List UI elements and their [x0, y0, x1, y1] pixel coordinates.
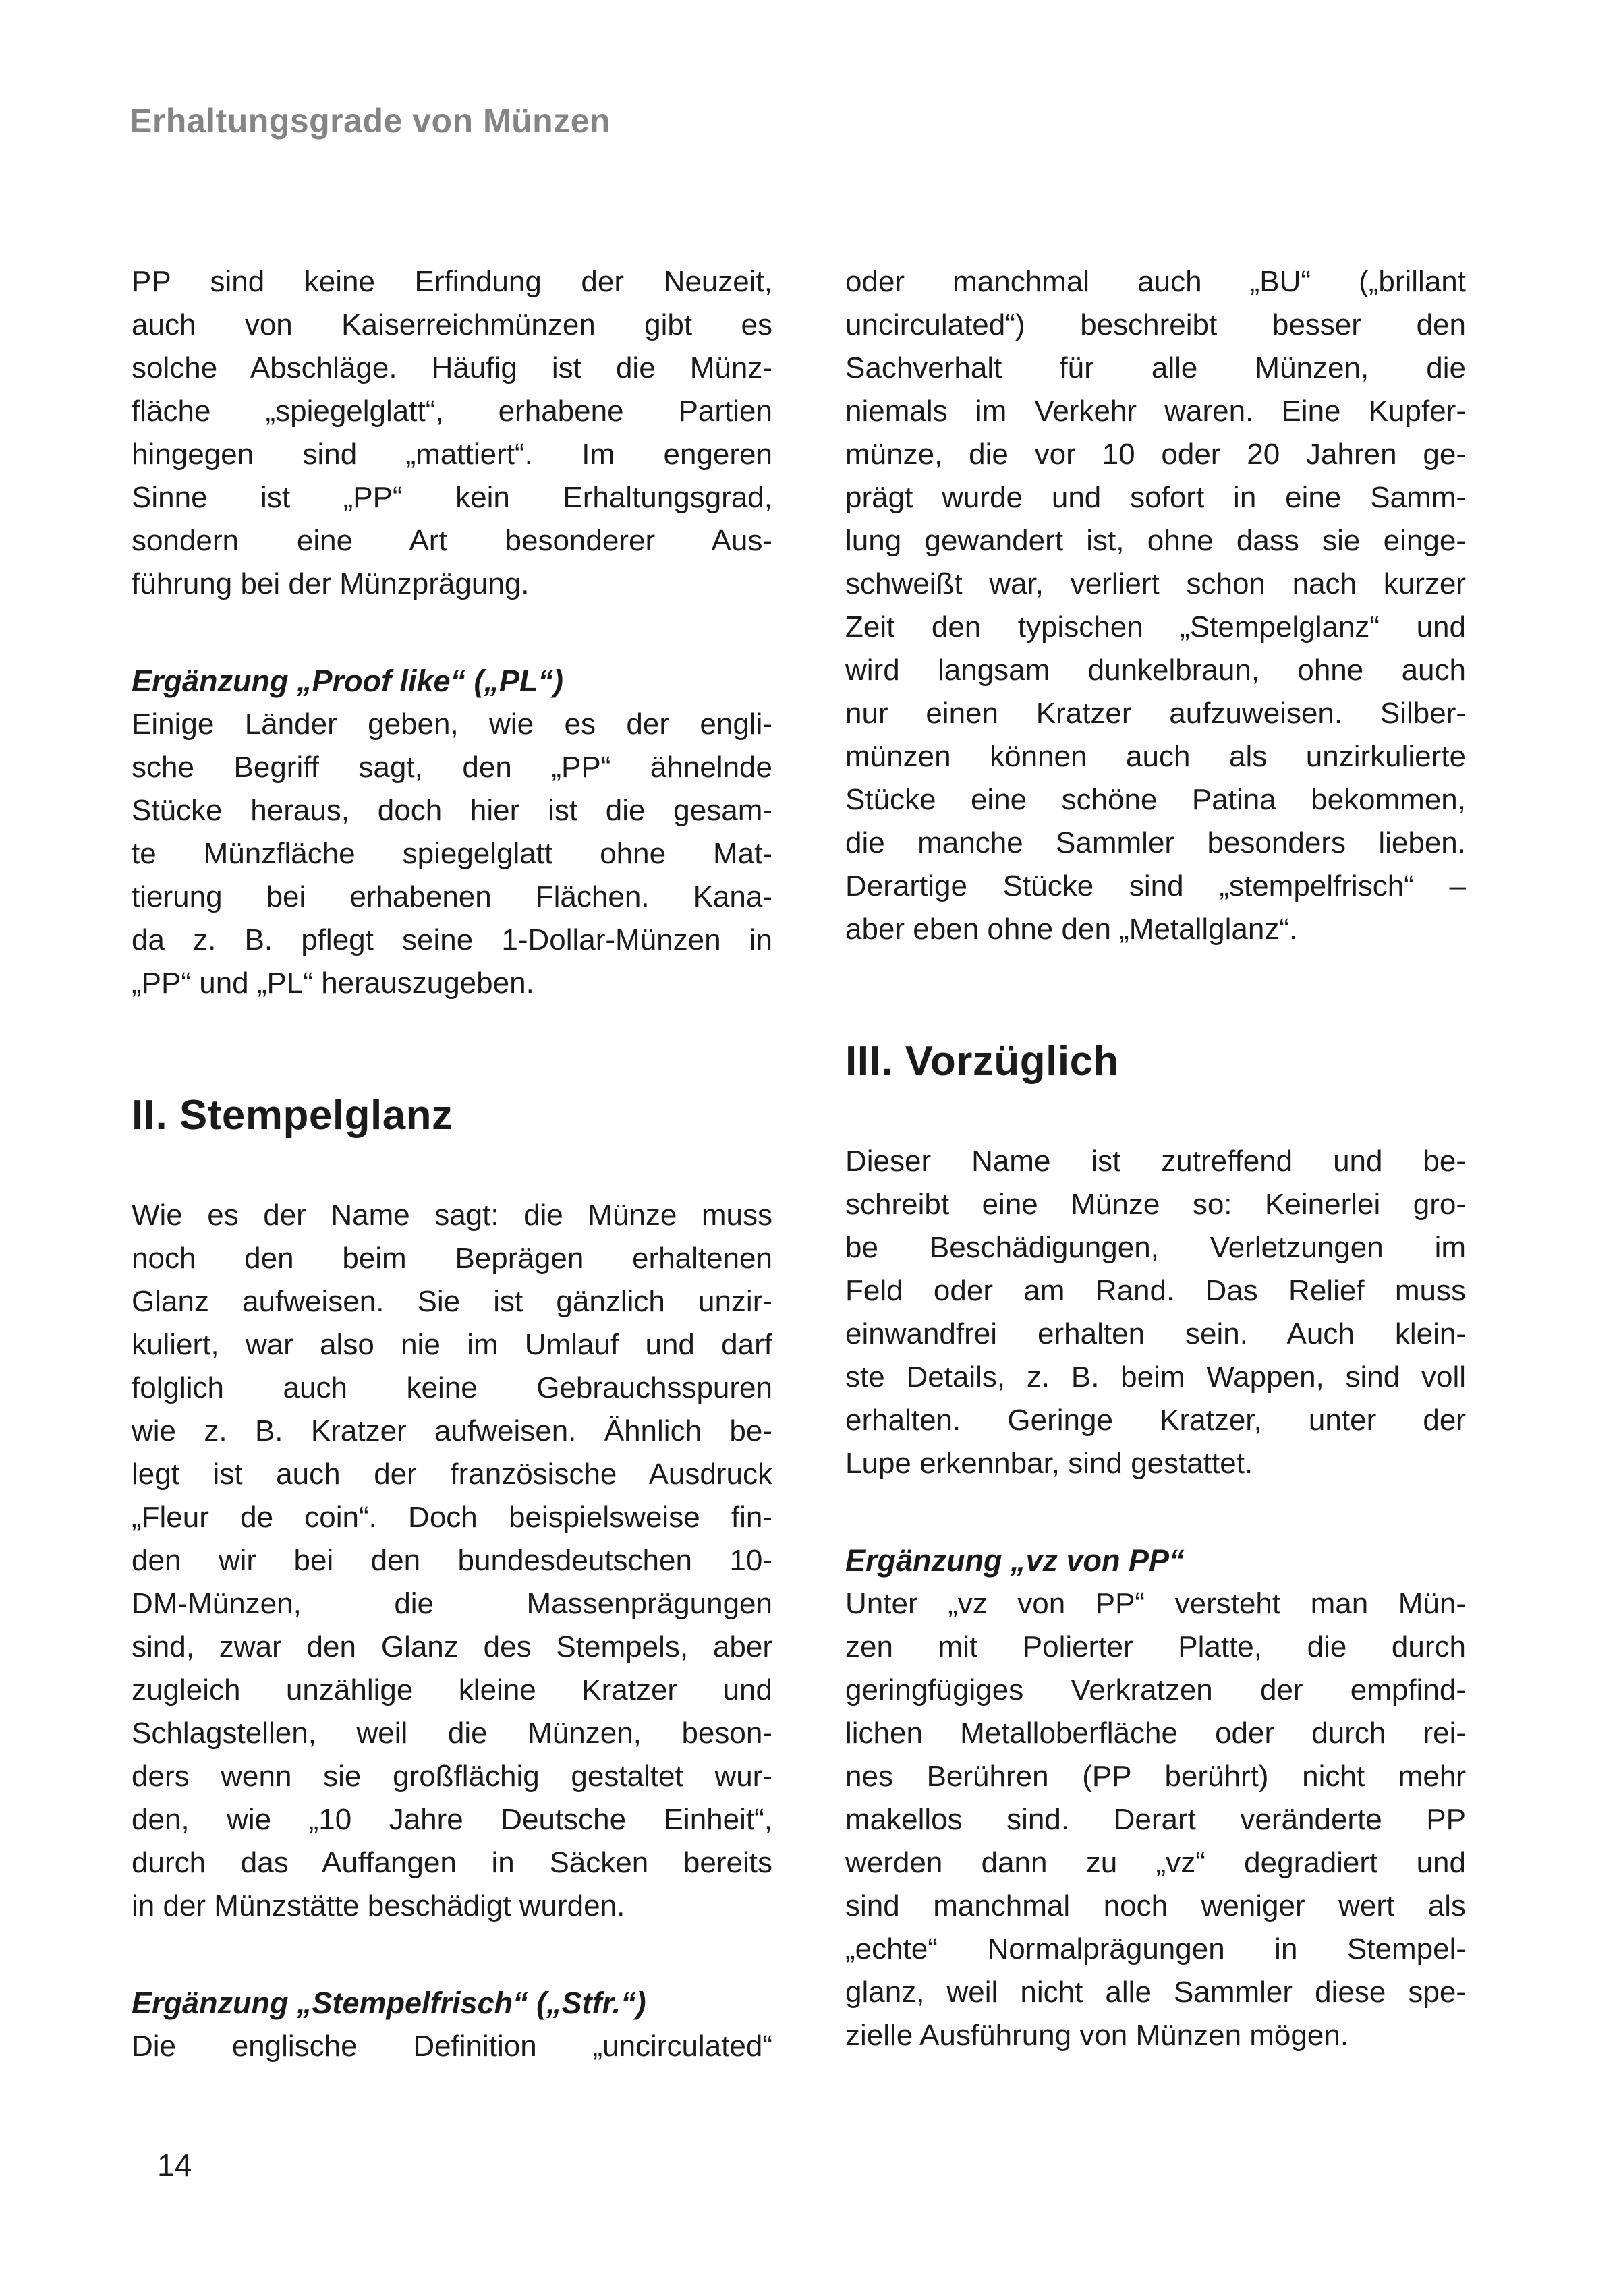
text-line: noch den beim Beprägen erhaltenen — [132, 1242, 772, 1275]
text-line: niemals im Verkehr waren. Eine Kupfer- — [845, 395, 1466, 428]
text-line: glanz, weil nicht alle Sammler diese spe- — [845, 1976, 1466, 2009]
text-line: Sinne ist „PP“ kein Erhaltungsgrad, — [132, 481, 772, 514]
text-line: uncirculated“) beschreibt besser den — [845, 308, 1466, 341]
text-line: hingegen sind „mattiert“. Im engeren — [132, 438, 772, 471]
paragraph-proof-like — [132, 703, 772, 1005]
paragraph-vz-von-pp — [845, 1582, 1466, 2057]
text-line: münze, die vor 10 oder 20 Jahren ge- — [845, 438, 1466, 471]
text-line: den wir bei den bundesdeutschen 10- — [132, 1544, 772, 1577]
text-line: Lupe erkennbar, sind gestattet. — [845, 1447, 1253, 1480]
text-line: lichen Metalloberfläche oder durch rei- — [845, 1717, 1466, 1750]
text-line: Unter „vz von PP“ versteht man Mün- — [845, 1587, 1466, 1620]
text-line: Einige Länder geben, wie es der engli- — [132, 708, 772, 741]
text-line: Schlagstellen, weil die Münzen, beson- — [132, 1717, 772, 1750]
text-line: führung bei der Münzprägung. — [132, 567, 530, 600]
text-line: kuliert, war also nie im Umlauf und darf — [132, 1328, 772, 1361]
text-line: sondern eine Art besonderer Aus- — [132, 524, 772, 557]
section-heading-stempelglanz: II. Stempelglanz — [132, 1092, 453, 1139]
section-heading-vorzueglich: III. Vorzüglich — [845, 1038, 1119, 1085]
text-line: zen mit Polierter Platte, die durch — [845, 1630, 1466, 1663]
text-line: Feld oder am Rand. Das Relief muss — [845, 1274, 1466, 1307]
text-line: Dieser Name ist zutreffend und be- — [845, 1145, 1466, 1178]
left-column — [132, 260, 772, 2068]
text-line: fläche „spiegelglatt“, erhabene Partien — [132, 395, 772, 428]
text-line: be Beschädigungen, Verletzungen im — [845, 1231, 1466, 1264]
text-line: wie z. B. Kratzer aufweisen. Ähnlich be- — [132, 1414, 772, 1447]
paragraph-pp-intro — [132, 260, 772, 606]
text-line: tierung bei erhabenen Flächen. Kana- — [132, 880, 772, 913]
text-line: Glanz aufweisen. Sie ist gänzlich unzir- — [132, 1285, 772, 1318]
text-line: legt ist auch der französische Ausdruck — [132, 1458, 772, 1491]
text-line: solche Abschläge. Häufig ist die Münz- — [132, 351, 772, 384]
text-line: nur einen Kratzer aufzuweisen. Silber- — [845, 697, 1466, 730]
text-line: Stücke eine schöne Patina bekommen, — [845, 783, 1466, 816]
paragraph-vorzueglich — [845, 1140, 1466, 1485]
text-line: Stücke heraus, doch hier ist die gesam- — [132, 794, 772, 827]
text-line: die manche Sammler besonders lieben. — [845, 826, 1466, 859]
text-line: makellos sind. Derart veränderte PP — [845, 1803, 1466, 1836]
text-line: münzen können auch als unzirkulierte — [845, 740, 1466, 773]
text-line: PP sind keine Erfindung der Neuzeit, — [132, 265, 772, 298]
text-line: sind manchmal noch weniger wert als — [845, 1889, 1466, 1922]
text-line: lung gewandert ist, ohne dass sie einge- — [845, 524, 1466, 557]
text-line: te Münzfläche spiegelglatt ohne Mat- — [132, 837, 772, 870]
text-line: erhalten. Geringe Kratzer, unter der — [845, 1404, 1466, 1437]
text-line: oder manchmal auch „BU“ („brillant — [845, 265, 1466, 298]
text-line: nes Berühren (PP berührt) nicht mehr — [845, 1760, 1466, 1793]
text-line: sche Begriff sagt, den „PP“ ähnelnde — [132, 751, 772, 784]
paragraph-stempelglanz — [132, 1194, 772, 1928]
text-line: auch von Kaiserreichmünzen gibt es — [132, 308, 772, 341]
text-line: folglich auch keine Gebrauchsspuren — [132, 1371, 772, 1404]
subheading-vz-von-pp: Ergänzung „vz von PP“ — [845, 1543, 1185, 1578]
text-line: wird langsam dunkelbraun, ohne auch — [845, 654, 1466, 687]
text-line: Sachverhalt für alle Münzen, die — [845, 351, 1466, 384]
text-line: einwandfrei erhalten sein. Auch klein- — [845, 1317, 1466, 1350]
text-line: Wie es der Name sagt: die Münze muss — [132, 1199, 772, 1232]
text-line: sind, zwar den Glanz des Stempels, aber — [132, 1630, 772, 1663]
paragraph-stempelfrisch — [132, 2025, 772, 2068]
text-line: durch das Auffangen in Säcken bereits — [132, 1846, 772, 1879]
text-line: schreibt eine Münze so: Keinerlei gro- — [845, 1188, 1466, 1221]
text-line: ders wenn sie großflächig gestaltet wur- — [132, 1760, 772, 1793]
text-line: zielle Ausführung von Münzen mögen. — [845, 2019, 1349, 2052]
text-line: Zeit den typischen „Stempelglanz“ und — [845, 610, 1466, 643]
text-line: da z. B. pflegt seine 1-Dollar-Münzen in — [132, 923, 772, 956]
running-header: Erhaltungsgrade von Münzen — [130, 102, 611, 140]
text-columns — [132, 260, 1467, 2068]
page-number: 14 — [157, 2148, 192, 2183]
text-line: „echte“ Normalprägungen in Stempel- — [845, 1932, 1466, 1965]
text-line: ste Details, z. B. beim Wappen, sind voll — [845, 1360, 1466, 1394]
right-column — [845, 260, 1466, 2057]
subheading-stempelfrisch: Ergänzung „Stempelfrisch“ („Stfr.“) — [132, 1986, 646, 2020]
text-line: „PP“ und „PL“ herauszugeben. — [132, 967, 534, 1000]
text-line: aber eben ohne den „Metallglanz“. — [845, 913, 1298, 946]
text-line: zugleich unzählige kleine Kratzer und — [132, 1673, 772, 1706]
paragraph-bu-continuation — [845, 260, 1466, 951]
text-line: schweißt war, verliert schon nach kurzer — [845, 567, 1466, 600]
text-line: geringfügiges Verkratzen der empfind- — [845, 1673, 1466, 1706]
text-line: Die englische Definition „uncirculated“ — [132, 2030, 772, 2063]
text-line: in der Münzstätte beschädigt wurden. — [132, 1889, 625, 1922]
subheading-proof-like: Ergänzung „Proof like“ („PL“) — [132, 664, 564, 698]
text-line: werden dann zu „vz“ degradiert und — [845, 1846, 1466, 1879]
text-line: prägt wurde und sofort in eine Samm- — [845, 481, 1466, 514]
text-line: DM-Münzen, die Massenprägungen — [132, 1587, 772, 1620]
text-line: Derartige Stücke sind „stempelfrisch“ – — [845, 869, 1466, 902]
text-line: „Fleur de coin“. Doch beispielsweise fin- — [132, 1501, 772, 1534]
text-line: den, wie „10 Jahre Deutsche Einheit“, — [132, 1803, 772, 1836]
